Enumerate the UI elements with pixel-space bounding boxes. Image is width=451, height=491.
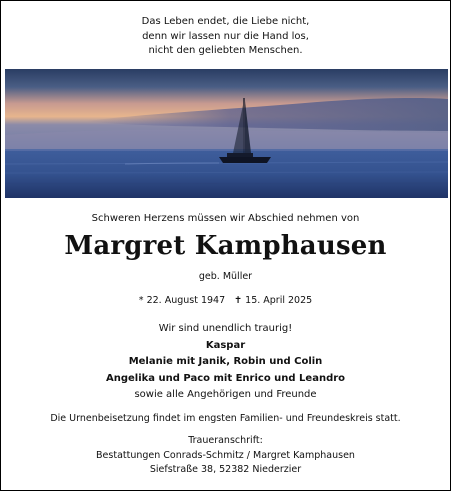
- poem-line-3: nicht den geliebten Menschen.: [148, 45, 303, 56]
- mourners-block: [1, 321, 450, 404]
- urn-notice: Die Urnenbeisetzung findet im engsten Familien- und Freundeskreis statt.: [50, 413, 401, 424]
- mourner-name-3: Angelika und Paco mit Enrico und Leandro: [105, 372, 346, 384]
- mourners-closing: sowie alle Angehörigen und Freunde: [134, 389, 317, 400]
- life-dates: [1, 295, 450, 306]
- mourner-name-1: Kaspar: [205, 339, 246, 351]
- deceased-name: Margret Kamphausen: [64, 231, 387, 261]
- birth-date: * 22. August 1947: [138, 295, 226, 306]
- sailboat-at-sunset-image: [5, 69, 448, 198]
- farewell-intro: Schweren Herzens müssen wir Abschied nehmen von: [91, 213, 360, 224]
- death-date: ✝ 15. April 2025: [234, 295, 313, 306]
- maiden-name: geb. Müller: [198, 271, 253, 282]
- address-line-1: Bestattungen Conrads-Schmitz / Margret Kamphausen: [96, 449, 355, 461]
- mourner-name-2: Melanie mit Janik, Robin und Colin: [128, 356, 323, 367]
- mourning-address: [1, 434, 450, 478]
- address-line-2: Siefstraße 38, 52382 Niederzier: [149, 464, 302, 475]
- address-label: Traueranschrift:: [188, 435, 263, 446]
- poem-line-2: denn wir lassen nur die Hand los,: [142, 30, 309, 42]
- poem-line-1: Das Leben endet, die Liebe nicht,: [141, 16, 310, 27]
- poem: [1, 15, 450, 59]
- mourners-intro: Wir sind unendlich traurig!: [158, 323, 293, 334]
